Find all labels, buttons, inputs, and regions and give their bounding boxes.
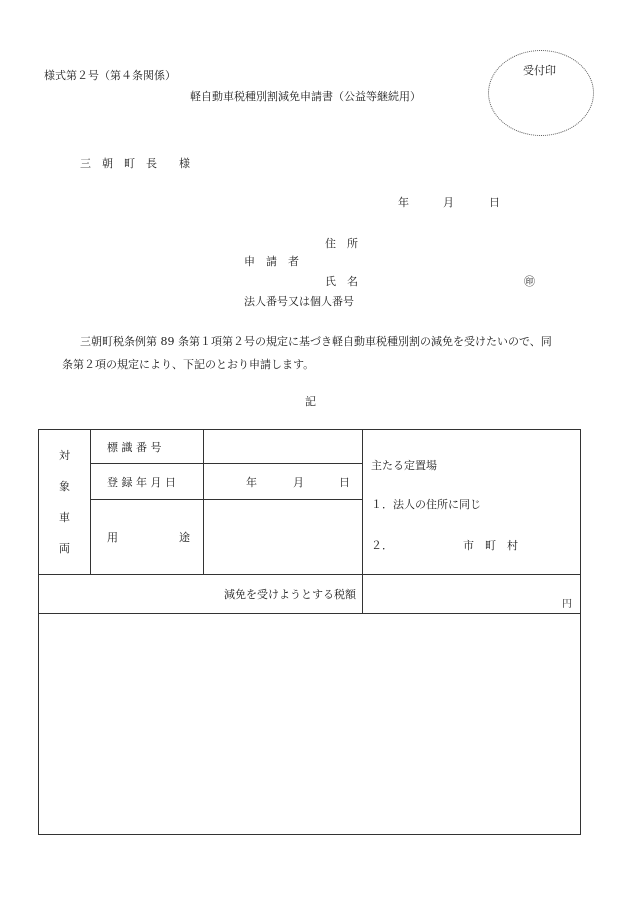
storage-place-cell: [363, 430, 581, 575]
subject-char-3: 車: [59, 511, 70, 524]
date-month-label: 月: [443, 196, 454, 209]
use-label-char-1: 用: [107, 531, 118, 544]
registration-date-label: 登 録 年 月 日: [91, 464, 204, 500]
reg-year-label: 年: [246, 475, 257, 489]
vehicle-form-table: [38, 429, 581, 835]
reception-stamp-label: 受付印: [523, 64, 556, 77]
subject-char-4: 両: [59, 542, 70, 555]
target-vehicle-label: [39, 430, 91, 575]
subject-char-2: 象: [59, 480, 70, 493]
body-paragraph: [62, 330, 582, 376]
corporate-id-label: 法人番号又は個人番号: [244, 295, 354, 308]
reg-day-label: 日: [339, 475, 350, 489]
name-label: 氏 名: [325, 275, 358, 288]
use-label-char-2: 途: [179, 531, 190, 544]
plate-number-field[interactable]: [204, 430, 363, 464]
subject-char-1: 対: [59, 449, 70, 462]
seal-mark: ㊞: [524, 275, 535, 288]
use-field[interactable]: [204, 500, 363, 575]
yen-unit: 円: [562, 599, 572, 610]
document-title: 軽自動車税種別割減免申請書（公益等継続用）: [190, 90, 421, 103]
form-number: 様式第２号（第４条関係）: [44, 69, 176, 82]
tax-amount-field[interactable]: [363, 575, 581, 614]
address-label: 住 所: [325, 237, 358, 250]
body-line-1: 三朝町税条例第 89 条第１項第２号の規定に基づき軽自動車税種別割の減免を受けたいので、同: [80, 335, 552, 348]
addressee: 三 朝 町 長 様: [80, 157, 190, 170]
storage-place-title: 主たる定置場: [371, 459, 437, 472]
date-day-label: 日: [489, 196, 500, 209]
reg-month-label: 月: [293, 475, 304, 489]
plate-number-label: 標 識 番 号: [91, 430, 204, 464]
registration-date-field[interactable]: [204, 464, 363, 500]
use-label: [91, 500, 204, 575]
storage-option-2-municipality: 市 町 村: [463, 539, 518, 552]
ki-heading: 記: [305, 395, 316, 408]
storage-option-2[interactable]: ２．: [371, 539, 393, 552]
tax-amount-label: 減免を受けようとする税額: [39, 575, 363, 614]
body-line-2: 条第２項の規定により、下記のとおり申請します。: [62, 358, 315, 371]
applicant-label: 申 請 者: [244, 255, 299, 268]
storage-option-1[interactable]: １．法人の住所に同じ: [371, 498, 481, 511]
date-year-label: 年: [398, 196, 409, 209]
remarks-area[interactable]: [39, 614, 581, 835]
